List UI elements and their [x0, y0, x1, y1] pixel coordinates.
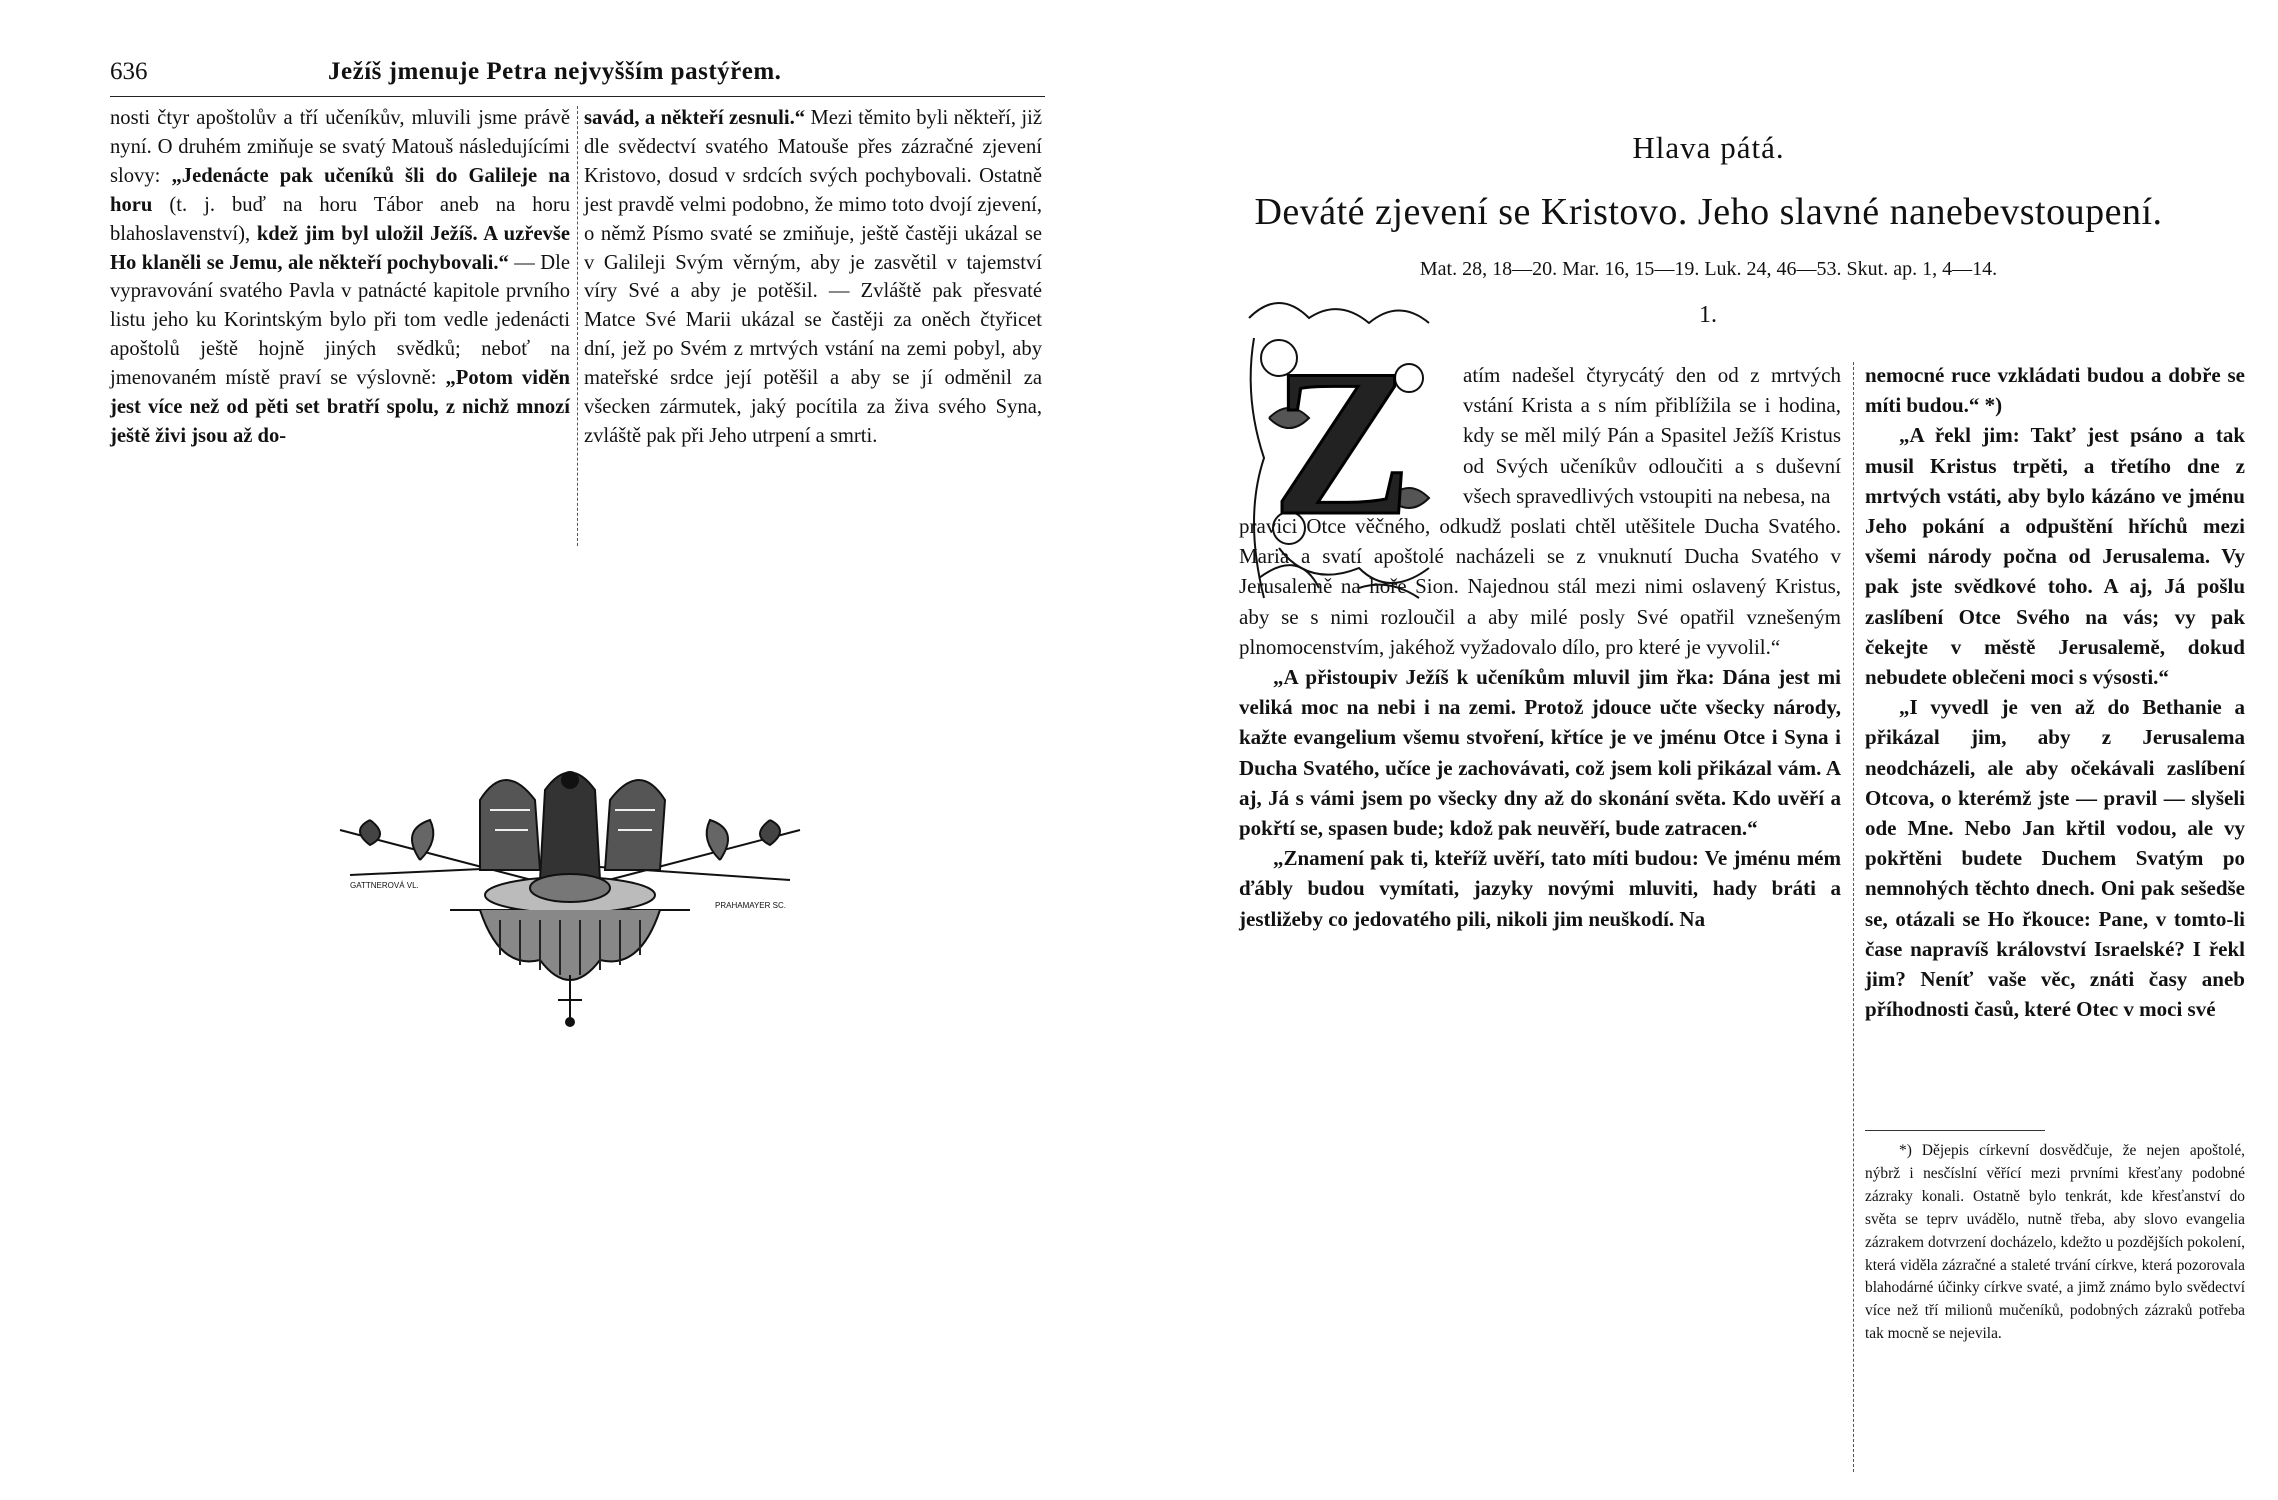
opening-paragraph-continued: pravici Otce věčného, odkudž poslati chtěl utěšitele Ducha Svatého. Maria a svatí apoštolé nacházeli se z vnuknutí Ducha Svatého v Jerusalemě na hoře Sion. Najednou stál mezi nimi oslavený Kristus, aby se s nimi rozloučil a aby milé posly Své opatřil vznešeným plnomocenstvím, jakéhož vyžadovalo dílo, pro které je vyvolil.“ — [1239, 514, 1841, 659]
drop-cap-letter: Z — [1271, 327, 1413, 559]
column-separator — [1853, 362, 1854, 1472]
page-number: 636 — [110, 58, 148, 85]
vignette-signature-right: PRAHAMAYER SC. — [715, 901, 786, 910]
left-column-2 — [584, 104, 1042, 451]
left-col1-paragraph: nosti čtyr apoštolův a tří učeníkův, mluvili jsme právě nyní. O druhém zmiňuje se svatý Matouš následujícími slovy: „Jedenácte pak učeníků šli do Galileje na horu (t. j. buď na horu Tábor aneb na horu blahoslavenství), kdež jim byl uložil Ježíš. A uzřevše Ho klaněli se Jemu, ale někteří pochybovali.“ — Dle vypravování svatého Pavla v patnácté kapitole prvního listu jeho ku Korintským bylo při tom vedle jedenácti apoštolů ještě hojně jiných svědků; neboť na jmenovaném místě praví se výslovně: „Potom viděn jest více než od pěti set bratří spolu, z nichž mnozí ještě živi jsou až do- — [110, 107, 571, 447]
paragraph-great-commission: „A přistoupiv Ježíš k učeníkům mluvil jim řka: Dána jest mi veliká moc na nebi i na zemi. Protož jdouce učte všecky národy, kažte evangelium všemu stvoření, křtíce je ve jménu Otce i Syna i Ducha Svatého, učíce je zachovávati, což jsem koli přikázal vám. A aj, Já s vámi jsem po všecky dny až do skonání světa. Kdo uvěří a pokřtí se, spasen bude; kdož pak neuvěří, bude zatracen.“ — [1239, 665, 1841, 841]
vignette-signature-left: GATTNEROVÁ VL. — [350, 881, 419, 890]
left-col2-paragraph: savád, a někteří zesnuli.“ Mezi těmito byli někteří, již dle svědectví svatého Matouše přes zázračné zjevení Kristovo, dosud v srdcích svých pochybovali. Ostatně jest pravdě velmi podobno, že mimo toto dvojí zjevení, o němž Písmo svaté se zmiňuje, ještě častěji ukázal se v Galileji Svým věrným, aby je zasvětil v tajemství víry Své a aby je potěšil. — Zvláště pak přesvaté Matce Své Marii ukázal se častěji za oněch čtyřicet dní, jež po Svém z mrtvých vstání na zemi pobyl, aby mateřské srdce její potěšil a aby se jí odměnil za všecken zármutek, jaký pocítila za živa svého Syna, zvláště pak při Jeho utrpení a smrti. — [584, 107, 1042, 447]
right-column-1 — [1239, 360, 1841, 934]
section-number: 1. — [1699, 302, 1717, 328]
header-rule — [110, 96, 1045, 97]
paragraph-bethany: „I vyvedl je ven až do Bethanie a přikázal jim, aby z Jerusalema neodcházeli, ale aby očekávali zaslíbení Otcova, o kterémž jste — pravil — slyšeli ode Mne. Nebo Jan křtil vodou, ale vy pokřtěni budete Duchem Svatým po nemnohých těchto dnech. Oni pak sešedše se, otázali se Ho řkouce: Pane, v tomto-li čase napravíš království Israelské? I řekl jim? Neníť vaše věc, znáti časy aneb příhodnosti časů, které Otec v moci své — [1865, 695, 2245, 1022]
running-head — [110, 58, 1045, 92]
chapter-label: Hlava pátá. — [1632, 130, 1785, 165]
paragraph-signs: „Znamení pak ti, kteříž uvěří, tato míti budou: Ve jménu mém ďábly budou vymítati, jazyky novými mluviti, hady bráti a jestližeby co jedovatého pili, nikoli jim neuškodí. Na — [1239, 846, 1841, 931]
ornament-vignette-image — [330, 760, 810, 1030]
right-column-2 — [1865, 360, 2245, 1024]
footnote: *) Dějepis církevní dosvědčuje, že nejen apoštolé, nýbrž i nesčíslní věřící mezi prvními křesťany podobné zázraky konali. Ostatně bylo tenkrát, kde křesťanství do světa se teprv uvádělo, nutně třeba, aby slovo evangelia zázrakem dotvrzení docházelo, kdežto u pozdějších pokolení, která viděla zázračné a staleté trvání církve, která pozorovala blahodárné účinky církve svaté, a jimž známo bylo svědectví více než tří milionů mučeníků, podobných zázraků potřeba tak mocně se nejevila. — [1865, 1142, 2245, 1343]
paragraph-continuation: nemocné ruce vzkládati budou a dobře se míti budou.“ *) — [1865, 363, 2245, 418]
chapter-title: Deváté zjevení se Kristovo. Jeho slavné nanebevstoupení. — [1254, 191, 2163, 233]
opening-paragraph: atím nadešel čtyrycátý den od z mrtvých vstání Krista a s ním přiblížila se i hodina, kdy se měl milý Pán a Spasitel Ježíš Kristus od Svých učeníkův odloučiti a s duševní všech spravedlivých vstoupiti na nebesa, na — [1463, 363, 1841, 508]
left-column-1 — [110, 104, 570, 451]
column-separator — [577, 106, 578, 546]
right-page — [1139, 0, 2278, 1500]
scripture-references: Mat. 28, 18—20. Mar. 16, 15—19. Luk. 24, 46—53. Skut. ap. 1, 4—14. — [1419, 258, 1998, 280]
footnote-rule — [1865, 1130, 2045, 1131]
running-title: Ježíš jmenuje Petra nejvyšším pastýřem. — [328, 58, 782, 85]
paragraph-written: „A řekl jim: Takť jest psáno a tak musil Kristus trpěti, a třetího dne z mrtvých vstáti, aby bylo kázáno ve jménu Jeho pokání a odpuštění hříchů mezi všemi národy počna od Jerusalema. Vy pak jste svědkové toho. A aj, Já pošlu zaslíbení Otce Svého na vás; vy pak čekejte v městě Jerusalemě, dokud nebudete oblečeni moci s výsosti.“ — [1865, 423, 2245, 690]
